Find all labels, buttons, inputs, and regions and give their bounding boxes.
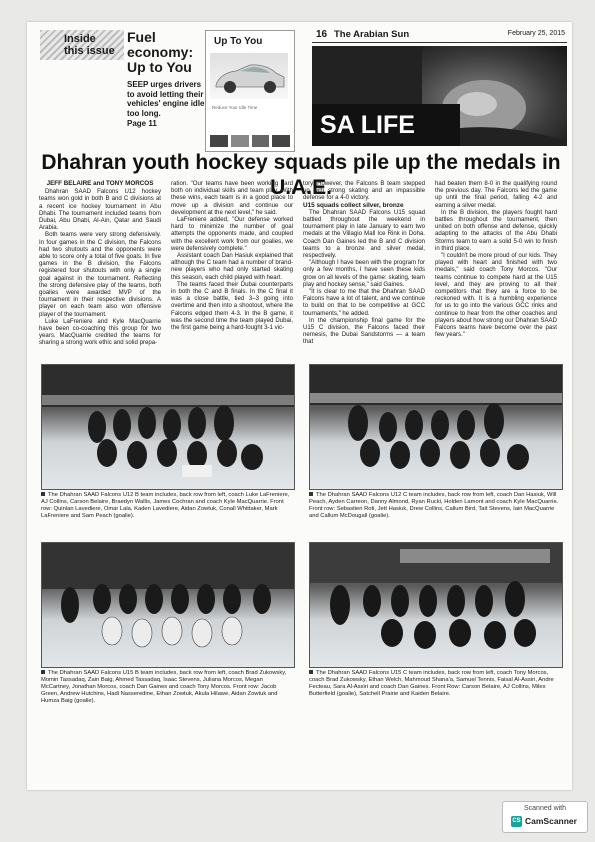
sponsor-logos [210,135,290,147]
teaser-page[interactable]: Page 11 [127,119,157,128]
section-banner [312,46,567,146]
photo-caption: The Dhahran SAAD Falcons U15 B team includes, back row from left, coach Brad Zukowsky, Momin Tassadaq, Zain Baig, Ahmed Tassadaq, Isaac Stevens, Juliana Morcos, Megan McCartney, Jonathan Morcos, coach Dan Gaines and coach Tony Morcos. Front row: Jacob Green, Andrew Hutchins, Hadi Nasseredine, Ethan Zowtuk, Akula Hilawe, Aidan Zowtuk and Humza Baig (goalie). [41,670,287,704]
article-headline: Dhahran youth hockey squads pile up the medals in U.A.E. [41,151,561,199]
promo-small-text: Reduce Your Idle Time [212,105,258,110]
inside-tag-line2: this issue [64,45,115,57]
scanned-with-label: Scanned with [523,805,567,812]
camscanner-logo-icon: CS [511,816,522,827]
publication-name: The Arabian Sun [334,29,410,40]
team-photo [309,542,563,668]
inside-this-issue [35,28,293,168]
photo-caption: The Dhahran SAAD Falcons U15 C team includes, back row from left, coach Tony Morcos, coach Brad Zukowsky, Ethan Welch, Mahmoud Shana'a, Samuel Tennis, Faisal Al-Assiri, Andre Fecteau, Sara Al-Assiri and coach Dan Gaines. Front Row: Carson Belaire, AJ Collins, Miles Butterfield (goalie), Satchell Prairie and Kaiden Belaire. [309,670,554,697]
promo-ad [205,30,295,152]
paragraph: "It is clear to me that the Dhahran SAAD Falcons have a lot of talent, and we continue to build on that to be competitive at GCC tournaments," he added. [303,288,425,317]
newspaper-page [27,22,572,790]
section-title: SA LIFE [312,104,460,146]
page-number: 16 [316,29,328,40]
paragraph: The teams faced their Dubai counterparts in both the C and B finals. In the C final it was a close battle, tied 3–3 going into overtime and then into a shootout, where the Falcons edged them 4-3. In the B game, it was the second time the team played Dubai, the first game being a hard-fought 3-1 vic- [171,280,293,332]
team-photo [41,364,295,490]
camscanner-brand: CS CamScanner [512,816,577,826]
paragraph: In the championship final game for the U15 C division, the Falcons faced their nemesis, the Dubai Sandstorms — a team that [303,316,425,346]
teaser-text: SEEP urges drivers to avoid letting their vehicles' engine idle too long. [127,80,205,118]
article-column-1 [39,180,161,355]
paragraph: Both teams were very strong defensively. In four games in the C division, the Falcons had two shutouts and the opponents were able to score only a total of five goals. In five games in the B division, the Falcons registered four shutouts with only a single goal against in the tournament. Reflecting the strong defensive play of the teams, both goalies were awarded MVP of the tournament in their respective divisions. A player on each team also won offensive player of the tournament. [39,231,161,318]
paragraph: ration. "Our teams have been working hard both on individual skills and team play. With these wins, each team is in a good place to move up a division and continue our development at the next level," he said. [171,180,293,216]
team-photo [309,364,563,490]
camscanner-watermark [502,801,588,833]
inside-tag [40,30,124,60]
teaser-block[interactable] [127,30,207,129]
paragraph: Luke LaFreniere and Kyle MacQuarrie have been co-coaching this group for two years. MacQuarrie credited the teams for sharing a strong work ethic and solid prepa- [39,317,161,347]
promo-title: Up To You [214,36,263,47]
article-body [39,180,560,355]
paragraph: In the B division, the players fought hard battles throughout the tournament, then united on both offense and defense, quickly adapting to the attacks of the Abu Dhabi Storms team to earn a solid 5-0 win to finish in third place. [435,208,557,252]
paragraph: Dhahran SAAD Falcons U12 hockey teams won gold in both B and C divisions at a recent ice hockey tournament in Abu Dhabi. The tournament included teams from Dubai, Abu Dhabi, Al-Ain, Qatar and Saudi Arabia. [39,188,161,232]
paragraph: tory. However, the Falcons B team stepped up with strong skating and an impassible defense for a 4-0 victory. [303,180,425,202]
paragraph: The Dhahran SAAD Falcons U15 squad battled throughout the weekend in tournament play in late January to earn two medals at the Villagio Mall Ice Rink in Doha. Coach Dan Gaines led the B and C division teams to a bronze and silver medal, respectively. [303,208,425,260]
paragraph: had beaten them 8-0 in the qualifying round the previous day. The Falcons led the game up until the final period, falling 4-2 and earning a silver medal. [435,180,557,209]
byline: JEFF BELAIRE and TONY MORCOS [46,180,154,187]
teaser-title: Fuel economy: Up to You [127,29,194,75]
car-image [210,53,288,99]
issue-date: February 25, 2015 [507,30,565,37]
team-photo [41,542,295,668]
article-column-2 [171,180,293,355]
paragraph: LaFreniere added, "Our defense worked hard to minimize the number of goal attempts the opponents made, and coupled with the excellent work from our goalies, we were defensively complete." [171,216,293,252]
paragraph: "Although I have been with the program for only a few months, I have seen these kids grow on all levels of the game: skating, team play and hockey sense," said Gaines. [303,259,425,288]
paragraph: "I couldn't be more proud of our kids. They played with heart and finished with two medals," said coach Tony Morcos. "Our teams continue to compete hard at the U15 level, and they are proving to all their competitors that they are a force to be reckoned with. It is a humbling experience for us to go into the various GCC rinks and continue to hear from the other coaches and players about how strong our Dhahran SAAD Falcons teams have become over the past few years." [435,252,557,339]
paragraph: Assistant coach Dan Hasiuk explained that although the C team had a number of brand-new players who had only started skating this season, each child played with heart. [171,252,293,281]
article-column-3 [303,180,425,355]
subheading: U15 squads collect silver, bronze [303,201,404,209]
inside-tag-line1: Inside [64,33,96,45]
photo-caption: The Dhahran SAAD Falcons U12 B team includes, back row from left, coach Luke LaFreniere, AJ Collins, Carson Belaire, Braedyn Wallis, James Cochran and coach Kyle MacQuarrie. Front row: Quinlan Lavediere, Omar Lala, Kaden Lavediere, Aidan Zowtuk, Conall Whittaker, Mark LaFreniere and Sam Peach (goalie). [41,492,290,519]
page-header [312,28,567,43]
article-column-4 [435,180,557,355]
photo-caption: The Dhahran SAAD Falcons U12 C team includes, back row from left, coach Dan Hasiuk, Will Peach, Ayden Carreon, Danny Almond, Ryan Rucki, Holden Lamont and coach Kyle MacQuarrie. Front row: Sebastien Roti, Jett Hasiuk, Drew Collins, Callum Bird, Tait Stevens, Iain MacQuarrie and Callum McDougall (goalie). [309,492,559,519]
